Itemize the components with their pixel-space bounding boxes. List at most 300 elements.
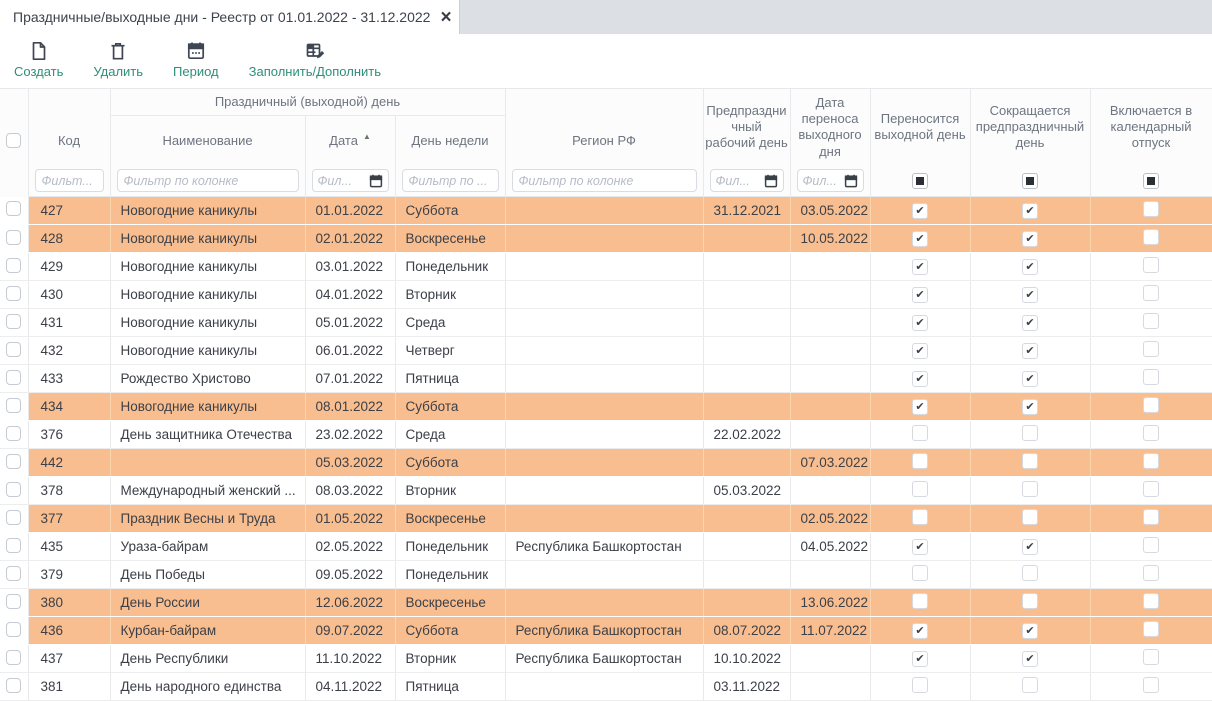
- preholiday-shortened-checkbox[interactable]: ✔: [1022, 539, 1038, 555]
- column-header-name[interactable]: Наименование: [110, 116, 305, 166]
- weekend-transferred-checkbox[interactable]: ✔: [912, 651, 928, 667]
- row-select-checkbox[interactable]: [6, 622, 21, 637]
- cell-name: День Республики: [110, 645, 305, 673]
- cell-transfer-date: 13.06.2022: [790, 589, 870, 617]
- table-edit-icon: [304, 40, 326, 62]
- table-row[interactable]: [0, 337, 1212, 365]
- cell-date: 05.03.2022: [305, 449, 395, 477]
- cell-weekday: Воскресенье: [395, 225, 505, 253]
- cell-preholiday-shortened-checkbox: [970, 673, 1090, 701]
- cell-preholiday-date: [703, 253, 790, 281]
- cell-weekday: Воскресенье: [395, 589, 505, 617]
- cell-weekday: Пятница: [395, 673, 505, 701]
- preholiday-shortened-checkbox[interactable]: [1022, 453, 1038, 469]
- cell-transfer-date: [790, 337, 870, 365]
- weekday-filter-input[interactable]: [402, 169, 499, 192]
- row-select-checkbox[interactable]: [6, 538, 21, 553]
- cell-vacation-included-checkbox: [1090, 449, 1212, 477]
- cell-code: 379: [28, 561, 110, 589]
- row-select-cell: [0, 617, 28, 645]
- cell-code: 435: [28, 533, 110, 561]
- cell-code: 436: [28, 617, 110, 645]
- table-row[interactable]: [0, 421, 1212, 449]
- cell-transfer-date: [790, 421, 870, 449]
- cell-region: [505, 365, 703, 393]
- cell-code: 376: [28, 421, 110, 449]
- cell-vacation-included-checkbox: [1090, 477, 1212, 505]
- cell-region: [505, 421, 703, 449]
- cell-date: 09.07.2022: [305, 617, 395, 645]
- weekend-transferred-checkbox[interactable]: ✔: [912, 315, 928, 331]
- cell-transfer-date: [790, 281, 870, 309]
- calendar-icon[interactable]: [369, 174, 383, 188]
- period-button[interactable]: [173, 40, 219, 79]
- cell-region: [505, 253, 703, 281]
- vacation-included-checkbox[interactable]: [1143, 537, 1159, 553]
- cell-weekday: Среда: [395, 421, 505, 449]
- column-header-weekday[interactable]: День недели: [395, 116, 505, 166]
- vacation-included-checkbox[interactable]: [1143, 341, 1159, 357]
- cell-date: 07.01.2022: [305, 365, 395, 393]
- weekend-transferred-checkbox[interactable]: ✔: [912, 623, 928, 639]
- cell-preholiday-shortened-checkbox: [970, 309, 1090, 337]
- vacation-included-checkbox[interactable]: [1143, 285, 1159, 301]
- row-select-checkbox[interactable]: [6, 370, 21, 385]
- cell-preholiday-shortened-checkbox: [970, 421, 1090, 449]
- cell-weekend-transferred-checkbox: [870, 449, 970, 477]
- vacation-included-checkbox[interactable]: [1143, 509, 1159, 525]
- row-select-checkbox[interactable]: [6, 286, 21, 301]
- row-select-cell: [0, 477, 28, 505]
- preholiday-shortened-checkbox[interactable]: [1022, 509, 1038, 525]
- cell-vacation-included-checkbox: [1090, 309, 1212, 337]
- vacation-included-checkbox[interactable]: [1143, 369, 1159, 385]
- cell-code: 434: [28, 393, 110, 421]
- cell-name: Новогодние каникулы: [110, 393, 305, 421]
- transfer-date-filter: [797, 169, 864, 192]
- vacation-included-checkbox[interactable]: [1143, 677, 1159, 693]
- cell-preholiday-date: 22.02.2022: [703, 421, 790, 449]
- weekend-transferred-checkbox[interactable]: [912, 509, 928, 525]
- vacation-included-checkbox[interactable]: [1143, 649, 1159, 665]
- cell-weekend-transferred-checkbox: [870, 365, 970, 393]
- cell-preholiday-date: [703, 365, 790, 393]
- cell-date: 08.03.2022: [305, 477, 395, 505]
- cell-date: 03.01.2022: [305, 253, 395, 281]
- cell-name: Новогодние каникулы: [110, 197, 305, 225]
- cell-region: [505, 337, 703, 365]
- row-select-checkbox[interactable]: [6, 678, 21, 693]
- cell-code: 380: [28, 589, 110, 617]
- cell-preholiday-date: [703, 225, 790, 253]
- table-body: [0, 197, 1212, 701]
- preholiday-date-filter: [710, 169, 784, 192]
- cell-region: Республика Башкортостан: [505, 617, 703, 645]
- weekend-transferred-checkbox[interactable]: ✔: [912, 539, 928, 555]
- table-row[interactable]: [0, 645, 1212, 673]
- row-select-checkbox[interactable]: [6, 594, 21, 609]
- preholiday-shortened-checkbox[interactable]: ✔: [1022, 203, 1038, 219]
- cell-date: 12.06.2022: [305, 589, 395, 617]
- cell-weekend-transferred-checkbox: [870, 505, 970, 533]
- cell-weekday: Понедельник: [395, 561, 505, 589]
- cell-code: 431: [28, 309, 110, 337]
- preholiday-shortened-checkbox[interactable]: ✔: [1022, 231, 1038, 247]
- preholiday-shortened-checkbox[interactable]: ✔: [1022, 315, 1038, 331]
- weekend-transferred-checkbox[interactable]: ✔: [912, 259, 928, 275]
- cell-code: 427: [28, 197, 110, 225]
- vacation-included-checkbox[interactable]: [1143, 593, 1159, 609]
- cell-vacation-included-checkbox: [1090, 393, 1212, 421]
- cell-preholiday-date: [703, 449, 790, 477]
- table-row[interactable]: [0, 617, 1212, 645]
- cell-weekend-transferred-checkbox: [870, 225, 970, 253]
- cell-name: Новогодние каникулы: [110, 225, 305, 253]
- cell-region: [505, 393, 703, 421]
- preholiday-shortened-checkbox[interactable]: [1022, 481, 1038, 497]
- preholiday-shortened-checkbox[interactable]: [1022, 425, 1038, 441]
- cell-preholiday-shortened-checkbox: [970, 589, 1090, 617]
- vacation-included-checkbox[interactable]: [1143, 201, 1159, 217]
- preholiday-shortened-checkbox[interactable]: ✔: [1022, 623, 1038, 639]
- cell-code: 442: [28, 449, 110, 477]
- row-select-cell: [0, 281, 28, 309]
- region-filter-input[interactable]: [512, 169, 697, 192]
- preholiday-shortened-checkbox[interactable]: ✔: [1022, 343, 1038, 359]
- cell-transfer-date: [790, 477, 870, 505]
- row-select-checkbox[interactable]: [6, 426, 21, 441]
- code-filter-input[interactable]: [35, 169, 104, 192]
- weekend-transferred-checkbox[interactable]: [912, 453, 928, 469]
- cell-weekend-transferred-checkbox: [870, 281, 970, 309]
- cell-code: 432: [28, 337, 110, 365]
- filter-cell-preholiday: [703, 166, 790, 197]
- vacation-included-checkbox[interactable]: [1143, 257, 1159, 273]
- preholiday-shortened-checkbox[interactable]: ✔: [1022, 371, 1038, 387]
- name-filter-input[interactable]: [117, 169, 299, 192]
- cell-weekday: Понедельник: [395, 253, 505, 281]
- cell-vacation-included-checkbox: [1090, 365, 1212, 393]
- cell-vacation-included-checkbox: [1090, 673, 1212, 701]
- row-select-cell: [0, 673, 28, 701]
- cell-name: Курбан-байрам: [110, 617, 305, 645]
- row-select-cell: [0, 225, 28, 253]
- cell-transfer-date: 10.05.2022: [790, 225, 870, 253]
- cell-name: Праздник Весны и Труда: [110, 505, 305, 533]
- table-row[interactable]: [0, 673, 1212, 701]
- column-header-date[interactable]: Дата ▲: [305, 116, 395, 166]
- table-row[interactable]: [0, 225, 1212, 253]
- cell-weekday: Суббота: [395, 449, 505, 477]
- cell-vacation-included-checkbox: [1090, 589, 1212, 617]
- cell-region: [505, 477, 703, 505]
- vacation-included-checkbox[interactable]: [1143, 397, 1159, 413]
- cell-weekday: Вторник: [395, 645, 505, 673]
- column-header-preholiday-shortened[interactable]: Сокращается предпраздничный день: [970, 89, 1090, 166]
- date-filter: [312, 169, 389, 192]
- delete-button[interactable]: [93, 40, 143, 79]
- cell-date: 02.05.2022: [305, 533, 395, 561]
- cell-transfer-date: [790, 673, 870, 701]
- cell-preholiday-date: [703, 589, 790, 617]
- cell-name: День России: [110, 589, 305, 617]
- cell-transfer-date: 04.05.2022: [790, 533, 870, 561]
- preholiday-shortened-checkbox[interactable]: [1022, 677, 1038, 693]
- cell-region: Республика Башкортостан: [505, 645, 703, 673]
- cell-weekday: Суббота: [395, 393, 505, 421]
- row-select-cell: [0, 505, 28, 533]
- cell-preholiday-date: [703, 533, 790, 561]
- cell-weekend-transferred-checkbox: [870, 561, 970, 589]
- row-select-checkbox[interactable]: [6, 566, 21, 581]
- cell-preholiday-shortened-checkbox: [970, 337, 1090, 365]
- cell-region: [505, 197, 703, 225]
- table-row[interactable]: [0, 197, 1212, 225]
- cell-weekday: Пятница: [395, 365, 505, 393]
- vacation-included-checkbox[interactable]: [1143, 565, 1159, 581]
- cell-preholiday-shortened-checkbox: [970, 505, 1090, 533]
- cell-date: 06.01.2022: [305, 337, 395, 365]
- preholiday-shortened-checkbox[interactable]: ✔: [1022, 287, 1038, 303]
- table-header: [0, 89, 1212, 197]
- cell-region: [505, 309, 703, 337]
- row-select-checkbox[interactable]: [6, 314, 21, 329]
- cell-weekend-transferred-checkbox: [870, 197, 970, 225]
- weekend-transferred-checkbox[interactable]: [912, 677, 928, 693]
- cell-region: [505, 561, 703, 589]
- vacation-included-filter-checkbox[interactable]: [1143, 173, 1159, 189]
- filter-cell-vacation-included: [1090, 166, 1212, 197]
- cell-name: День народного единства: [110, 673, 305, 701]
- cell-weekday: Среда: [395, 309, 505, 337]
- column-header-region[interactable]: Регион РФ: [505, 89, 703, 166]
- row-select-checkbox[interactable]: [6, 342, 21, 357]
- row-select-checkbox[interactable]: [6, 650, 21, 665]
- row-select-cell: [0, 337, 28, 365]
- cell-weekday: Воскресенье: [395, 505, 505, 533]
- date-filter-input[interactable]: [318, 174, 367, 188]
- cell-name: День Победы: [110, 561, 305, 589]
- cell-weekend-transferred-checkbox: [870, 421, 970, 449]
- cell-code: 381: [28, 673, 110, 701]
- delete-button-label: Удалить: [93, 64, 144, 79]
- select-all-checkbox[interactable]: [6, 133, 21, 148]
- weekend-transferred-checkbox[interactable]: [912, 425, 928, 441]
- cell-preholiday-date: [703, 561, 790, 589]
- weekend-transferred-checkbox[interactable]: ✔: [912, 371, 928, 387]
- preholiday-shortened-filter-checkbox[interactable]: [1022, 173, 1038, 189]
- row-select-checkbox[interactable]: [6, 258, 21, 273]
- weekend-transferred-checkbox[interactable]: ✔: [912, 287, 928, 303]
- cell-weekend-transferred-checkbox: [870, 533, 970, 561]
- table-row[interactable]: [0, 281, 1212, 309]
- cell-weekday: Вторник: [395, 477, 505, 505]
- calendar-icon[interactable]: [844, 174, 858, 188]
- cell-preholiday-date: [703, 393, 790, 421]
- vacation-included-checkbox[interactable]: [1143, 453, 1159, 469]
- cell-date: 02.01.2022: [305, 225, 395, 253]
- cell-transfer-date: [790, 309, 870, 337]
- cell-vacation-included-checkbox: [1090, 533, 1212, 561]
- tab-holidays-register[interactable]: [0, 0, 460, 34]
- cell-code: 378: [28, 477, 110, 505]
- cell-preholiday-shortened-checkbox: [970, 225, 1090, 253]
- weekend-transferred-checkbox[interactable]: [912, 481, 928, 497]
- filter-cell-transfer: [790, 166, 870, 197]
- calendar-icon: [185, 40, 207, 62]
- cell-transfer-date: [790, 561, 870, 589]
- weekend-transferred-checkbox[interactable]: [912, 593, 928, 609]
- row-select-checkbox[interactable]: [6, 398, 21, 413]
- filter-cell-weekend-transferred: [870, 166, 970, 197]
- row-select-checkbox[interactable]: [6, 482, 21, 497]
- cell-vacation-included-checkbox: [1090, 253, 1212, 281]
- vacation-included-checkbox[interactable]: [1143, 621, 1159, 637]
- table-row[interactable]: [0, 533, 1212, 561]
- row-select-cell: [0, 645, 28, 673]
- cell-weekend-transferred-checkbox: [870, 645, 970, 673]
- cell-preholiday-date: [703, 309, 790, 337]
- cell-name: День защитника Отечества: [110, 421, 305, 449]
- close-icon[interactable]: ×: [440, 6, 452, 28]
- vacation-included-checkbox[interactable]: [1143, 313, 1159, 329]
- cell-region: [505, 589, 703, 617]
- column-header-preholiday-workday[interactable]: Предпраздничный рабочий день: [703, 89, 790, 166]
- column-header-transfer-date[interactable]: Дата переноса выходного дня: [790, 89, 870, 166]
- cell-weekend-transferred-checkbox: [870, 337, 970, 365]
- row-select-cell: [0, 309, 28, 337]
- cell-weekday: Вторник: [395, 281, 505, 309]
- cell-preholiday-shortened-checkbox: [970, 617, 1090, 645]
- cell-transfer-date: 02.05.2022: [790, 505, 870, 533]
- cell-weekend-transferred-checkbox: [870, 309, 970, 337]
- row-select-checkbox[interactable]: [6, 454, 21, 469]
- cell-region: [505, 449, 703, 477]
- cell-transfer-date: 03.05.2022: [790, 197, 870, 225]
- cell-name: Новогодние каникулы: [110, 281, 305, 309]
- column-header-code[interactable]: Код: [28, 89, 110, 166]
- cell-preholiday-shortened-checkbox: [970, 393, 1090, 421]
- column-header-vacation-included[interactable]: Включается в календарный отпуск: [1090, 89, 1212, 166]
- column-header-weekend-transferred[interactable]: Переносится выходной день: [870, 89, 970, 166]
- cell-preholiday-shortened-checkbox: [970, 645, 1090, 673]
- row-select-cell: [0, 421, 28, 449]
- cell-weekend-transferred-checkbox: [870, 673, 970, 701]
- fill-append-button[interactable]: [249, 40, 381, 79]
- weekend-transferred-filter-checkbox[interactable]: [912, 173, 928, 189]
- cell-weekend-transferred-checkbox: [870, 617, 970, 645]
- row-select-checkbox[interactable]: [6, 510, 21, 525]
- cell-region: [505, 505, 703, 533]
- cell-transfer-date: [790, 393, 870, 421]
- preholiday-filter-input[interactable]: [716, 174, 762, 188]
- holidays-table: [0, 88, 1212, 701]
- weekend-transferred-checkbox[interactable]: ✔: [912, 203, 928, 219]
- cell-preholiday-shortened-checkbox: [970, 449, 1090, 477]
- row-select-cell: [0, 253, 28, 281]
- cell-vacation-included-checkbox: [1090, 617, 1212, 645]
- table-row[interactable]: [0, 309, 1212, 337]
- cell-vacation-included-checkbox: [1090, 225, 1212, 253]
- filter-cell-weekday: [395, 166, 505, 197]
- cell-name: Международный женский ...: [110, 477, 305, 505]
- cell-code: 429: [28, 253, 110, 281]
- cell-weekend-transferred-checkbox: [870, 589, 970, 617]
- weekend-transferred-checkbox[interactable]: ✔: [912, 343, 928, 359]
- row-select-cell: [0, 449, 28, 477]
- row-select-cell: [0, 197, 28, 225]
- table-row[interactable]: [0, 365, 1212, 393]
- preholiday-shortened-checkbox[interactable]: ✔: [1022, 259, 1038, 275]
- table-row[interactable]: [0, 477, 1212, 505]
- preholiday-shortened-checkbox[interactable]: ✔: [1022, 399, 1038, 415]
- cell-vacation-included-checkbox: [1090, 421, 1212, 449]
- weekend-transferred-checkbox[interactable]: [912, 565, 928, 581]
- table-row[interactable]: [0, 589, 1212, 617]
- cell-date: 04.11.2022: [305, 673, 395, 701]
- row-select-cell: [0, 393, 28, 421]
- cell-vacation-included-checkbox: [1090, 645, 1212, 673]
- table-row[interactable]: [0, 561, 1212, 589]
- transfer-filter-input[interactable]: [803, 174, 842, 188]
- row-select-cell: [0, 533, 28, 561]
- select-all-cell: [0, 89, 28, 197]
- fill-append-button-label: Заполнить/Дополнить: [248, 64, 382, 79]
- cell-date: 01.05.2022: [305, 505, 395, 533]
- cell-weekday: Суббота: [395, 197, 505, 225]
- calendar-icon[interactable]: [764, 174, 778, 188]
- cell-name: Новогодние каникулы: [110, 253, 305, 281]
- table-row[interactable]: [0, 253, 1212, 281]
- table-row[interactable]: [0, 505, 1212, 533]
- tab-title: Праздничные/выходные дни - Реестр от 01.01.2022 - 31.12.2022: [13, 9, 431, 25]
- vacation-included-checkbox[interactable]: [1143, 425, 1159, 441]
- cell-vacation-included-checkbox: [1090, 197, 1212, 225]
- cell-date: 09.05.2022: [305, 561, 395, 589]
- row-select-checkbox[interactable]: [6, 201, 21, 216]
- vacation-included-checkbox[interactable]: [1143, 481, 1159, 497]
- table-row[interactable]: [0, 393, 1212, 421]
- cell-code: 430: [28, 281, 110, 309]
- cell-weekend-transferred-checkbox: [870, 477, 970, 505]
- cell-weekday: Понедельник: [395, 533, 505, 561]
- cell-vacation-included-checkbox: [1090, 337, 1212, 365]
- cell-weekday: Четверг: [395, 337, 505, 365]
- weekend-transferred-checkbox[interactable]: ✔: [912, 231, 928, 247]
- preholiday-shortened-checkbox[interactable]: [1022, 565, 1038, 581]
- table-row[interactable]: [0, 449, 1212, 477]
- cell-name: Рождество Христово: [110, 365, 305, 393]
- cell-transfer-date: 11.07.2022: [790, 617, 870, 645]
- cell-preholiday-date: 31.12.2021: [703, 197, 790, 225]
- row-select-checkbox[interactable]: [6, 230, 21, 245]
- preholiday-shortened-checkbox[interactable]: [1022, 593, 1038, 609]
- cell-date: 01.01.2022: [305, 197, 395, 225]
- row-select-cell: [0, 589, 28, 617]
- cell-vacation-included-checkbox: [1090, 505, 1212, 533]
- sort-asc-icon: ▲: [362, 132, 371, 142]
- preholiday-shortened-checkbox[interactable]: ✔: [1022, 651, 1038, 667]
- weekend-transferred-checkbox[interactable]: ✔: [912, 399, 928, 415]
- create-button[interactable]: [14, 40, 63, 79]
- cell-date: 23.02.2022: [305, 421, 395, 449]
- cell-date: 04.01.2022: [305, 281, 395, 309]
- cell-preholiday-shortened-checkbox: [970, 365, 1090, 393]
- cell-date: 08.01.2022: [305, 393, 395, 421]
- cell-transfer-date: 07.03.2022: [790, 449, 870, 477]
- vacation-included-checkbox[interactable]: [1143, 229, 1159, 245]
- cell-date: 11.10.2022: [305, 645, 395, 673]
